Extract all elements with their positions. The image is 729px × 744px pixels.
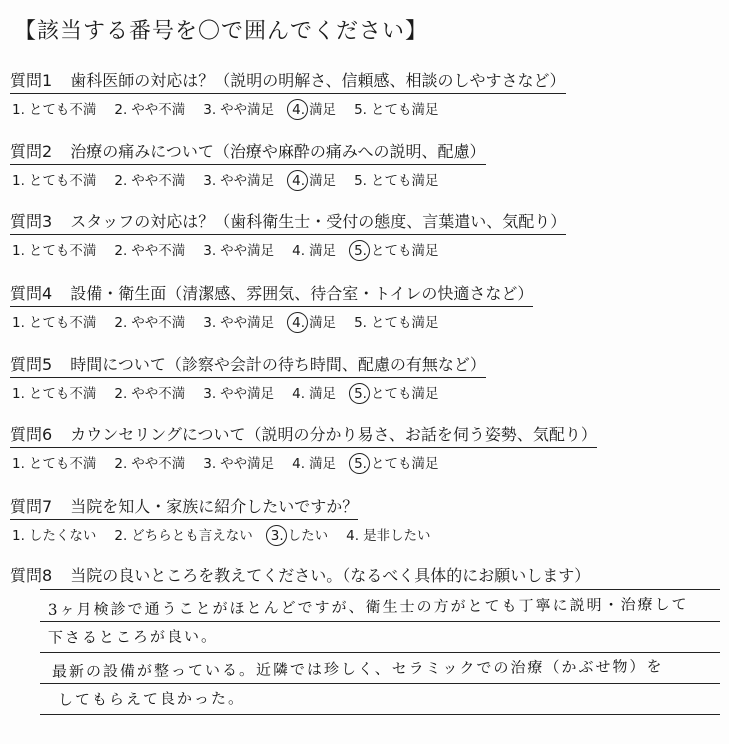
option-number: 4. bbox=[292, 315, 306, 331]
question-text: 治療の痛みについて（治療や麻酔の痛みへの説明、配慮） bbox=[70, 142, 486, 161]
option-label: やや満足 bbox=[220, 173, 275, 189]
option-label: とても不満 bbox=[28, 386, 97, 402]
question-6 bbox=[10, 422, 597, 472]
option-label: とても満足 bbox=[370, 243, 439, 259]
option-label: したくない bbox=[28, 528, 97, 544]
answer-option[interactable] bbox=[12, 169, 96, 189]
option-number: 5. bbox=[354, 243, 367, 259]
option-number: 1. bbox=[12, 102, 25, 118]
answer-option[interactable] bbox=[12, 452, 96, 472]
question-2 bbox=[10, 139, 486, 189]
question-number: 質問7 bbox=[10, 497, 53, 516]
question-1 bbox=[10, 68, 566, 118]
option-label: やや不満 bbox=[131, 173, 186, 189]
answer-option[interactable] bbox=[12, 382, 96, 402]
option-number: 4. bbox=[292, 173, 306, 189]
answer-options bbox=[12, 382, 486, 402]
option-label: とても不満 bbox=[28, 456, 97, 472]
option-label: 満足 bbox=[309, 102, 337, 118]
option-number: 1. bbox=[12, 315, 25, 331]
answer-options bbox=[12, 524, 449, 544]
answer-option[interactable] bbox=[114, 524, 252, 544]
answer-option[interactable] bbox=[203, 169, 274, 189]
option-number: 4. bbox=[292, 386, 306, 402]
answer-option-selected[interactable] bbox=[292, 98, 336, 118]
answer-options bbox=[12, 169, 486, 189]
option-label: やや満足 bbox=[220, 386, 275, 402]
answer-option[interactable] bbox=[292, 382, 336, 402]
question-text: カウンセリングについて（説明の分かり易さ、お話を伺う姿勢、気配り） bbox=[70, 425, 597, 444]
option-number: 3. bbox=[203, 386, 217, 402]
option-number: 5. bbox=[354, 173, 367, 189]
option-label: 満足 bbox=[309, 243, 337, 259]
option-label: やや満足 bbox=[220, 456, 275, 472]
answer-options bbox=[12, 98, 566, 118]
question-header bbox=[10, 209, 566, 235]
ruled-line bbox=[40, 621, 720, 622]
answer-option[interactable] bbox=[114, 98, 185, 118]
option-number: 1. bbox=[12, 173, 25, 189]
option-number: 2. bbox=[114, 173, 128, 189]
option-number: 4. bbox=[292, 243, 306, 259]
answer-option-selected[interactable] bbox=[354, 239, 438, 259]
option-number: 2. bbox=[114, 243, 128, 259]
question-number: 質問3 bbox=[10, 212, 53, 231]
handwritten-answer-line: してもらえて良かった。 bbox=[57, 689, 246, 709]
answer-option[interactable] bbox=[292, 452, 336, 472]
answer-option-selected[interactable] bbox=[354, 452, 438, 472]
option-label: とても不満 bbox=[28, 102, 97, 118]
ruled-line bbox=[40, 652, 720, 653]
option-number: 3. bbox=[203, 102, 217, 118]
option-number: 3. bbox=[203, 315, 217, 331]
answer-option-selected[interactable] bbox=[354, 382, 438, 402]
question-text: 当院の良いところを教えてください。（なるべく具体的にお願いします） bbox=[70, 566, 591, 585]
option-label: とても満足 bbox=[370, 102, 439, 118]
question-number: 質問6 bbox=[10, 425, 53, 444]
question-number: 質問4 bbox=[10, 284, 53, 303]
option-number: 3. bbox=[270, 528, 284, 544]
answer-option-selected[interactable] bbox=[292, 169, 336, 189]
answer-option-selected[interactable] bbox=[292, 311, 336, 331]
ruled-line bbox=[40, 589, 720, 590]
option-label: 満足 bbox=[309, 173, 337, 189]
question-4 bbox=[10, 281, 533, 331]
handwritten-answer-line: 3ヶ月検診で通うことがほとんどですが、衛生士の方がとても丁寧に説明・治療して bbox=[47, 595, 689, 619]
answer-option[interactable] bbox=[292, 239, 336, 259]
question-header bbox=[10, 139, 486, 165]
option-number: 5. bbox=[354, 315, 367, 331]
answer-option[interactable] bbox=[203, 382, 274, 402]
answer-option[interactable] bbox=[12, 239, 96, 259]
option-number: 4. bbox=[346, 528, 360, 544]
answer-option[interactable] bbox=[354, 98, 438, 118]
ruled-line bbox=[40, 714, 720, 715]
question-header bbox=[10, 494, 358, 520]
answer-option[interactable] bbox=[203, 452, 274, 472]
question-text: 時間について（診察や会計の待ち時間、配慮の有無など） bbox=[70, 355, 486, 374]
answer-option[interactable] bbox=[354, 311, 438, 331]
option-label: とても満足 bbox=[370, 386, 439, 402]
handwritten-answer-line: 最新の設備が整っている。近隣では珍しく、セラミックでの治療（かぶせ物）を bbox=[51, 657, 664, 681]
option-number: 1. bbox=[12, 528, 25, 544]
question-number: 質問8 bbox=[10, 566, 53, 585]
question-text: 設備・衛生面（清潔感、雰囲気、待合室・トイレの快適さなど） bbox=[70, 284, 534, 303]
answer-options bbox=[12, 239, 566, 259]
option-number: 3. bbox=[203, 456, 217, 472]
option-number: 2. bbox=[114, 456, 128, 472]
answer-option[interactable] bbox=[203, 98, 274, 118]
option-number: 3. bbox=[203, 173, 217, 189]
answer-option[interactable] bbox=[12, 524, 96, 544]
option-label: やや不満 bbox=[131, 102, 186, 118]
option-label: とても満足 bbox=[370, 173, 439, 189]
option-label: やや満足 bbox=[220, 315, 275, 331]
question-number: 質問1 bbox=[10, 71, 53, 90]
answer-options bbox=[12, 311, 533, 331]
answer-option[interactable] bbox=[203, 311, 274, 331]
answer-option[interactable] bbox=[114, 239, 185, 259]
option-number: 1. bbox=[12, 386, 25, 402]
option-label: とても不満 bbox=[28, 315, 97, 331]
question-text: 歯科医師の対応は？（説明の明解さ、信頼感、相談のしやすさなど） bbox=[70, 71, 566, 90]
option-number: 1. bbox=[12, 243, 25, 259]
question-header bbox=[10, 281, 533, 307]
option-label: とても満足 bbox=[370, 456, 439, 472]
option-number: 2. bbox=[114, 102, 128, 118]
option-label: したい bbox=[287, 528, 329, 544]
option-number: 5. bbox=[354, 102, 367, 118]
question-8 bbox=[10, 563, 590, 588]
option-number: 2. bbox=[114, 528, 128, 544]
question-header bbox=[10, 68, 566, 94]
option-label: とても不満 bbox=[28, 243, 97, 259]
answer-option[interactable] bbox=[203, 239, 274, 259]
option-number: 3. bbox=[203, 243, 217, 259]
option-label: やや不満 bbox=[131, 243, 186, 259]
page-title: 【該当する番号を〇で囲んでください】 bbox=[14, 19, 429, 44]
option-label: 満足 bbox=[309, 456, 337, 472]
option-label: とても満足 bbox=[370, 315, 439, 331]
handwritten-answer-line: 下さるところが良い。 bbox=[47, 627, 219, 647]
option-label: やや不満 bbox=[131, 456, 186, 472]
option-label: 満足 bbox=[309, 386, 337, 402]
answer-option-selected[interactable] bbox=[271, 524, 328, 544]
option-number: 2. bbox=[114, 315, 128, 331]
question-3 bbox=[10, 209, 566, 259]
question-number: 質問5 bbox=[10, 355, 53, 374]
answer-option[interactable] bbox=[354, 169, 438, 189]
option-label: どちらとも言えない bbox=[131, 528, 253, 544]
question-text: 当院を知人・家族に紹介したいですか？ bbox=[70, 497, 359, 516]
answer-option[interactable] bbox=[12, 98, 96, 118]
answer-option[interactable] bbox=[114, 452, 185, 472]
answer-option[interactable] bbox=[114, 382, 185, 402]
answer-option[interactable] bbox=[114, 169, 185, 189]
answer-option[interactable] bbox=[114, 311, 185, 331]
option-number: 5. bbox=[354, 456, 367, 472]
option-number: 1. bbox=[12, 456, 25, 472]
question-header bbox=[10, 352, 486, 378]
question-number: 質問2 bbox=[10, 142, 53, 161]
option-label: とても不満 bbox=[28, 173, 97, 189]
question-text: スタッフの対応は？（歯科衛生士・受付の態度、言葉遣い、気配り） bbox=[70, 212, 567, 231]
question-7 bbox=[10, 494, 449, 544]
option-number: 4. bbox=[292, 102, 306, 118]
question-header bbox=[10, 422, 597, 448]
option-label: やや不満 bbox=[131, 315, 186, 331]
answer-option[interactable] bbox=[346, 524, 430, 544]
question-8-header bbox=[10, 563, 590, 588]
option-label: やや不満 bbox=[131, 386, 186, 402]
option-number: 4. bbox=[292, 456, 306, 472]
option-label: 是非したい bbox=[363, 528, 431, 544]
answer-option[interactable] bbox=[12, 311, 96, 331]
answer-options bbox=[12, 452, 597, 472]
option-label: やや満足 bbox=[220, 102, 275, 118]
option-number: 5. bbox=[354, 386, 367, 402]
option-number: 2. bbox=[114, 386, 128, 402]
option-label: 満足 bbox=[309, 315, 337, 331]
question-5 bbox=[10, 352, 486, 402]
option-label: やや満足 bbox=[220, 243, 275, 259]
ruled-line bbox=[40, 683, 720, 684]
